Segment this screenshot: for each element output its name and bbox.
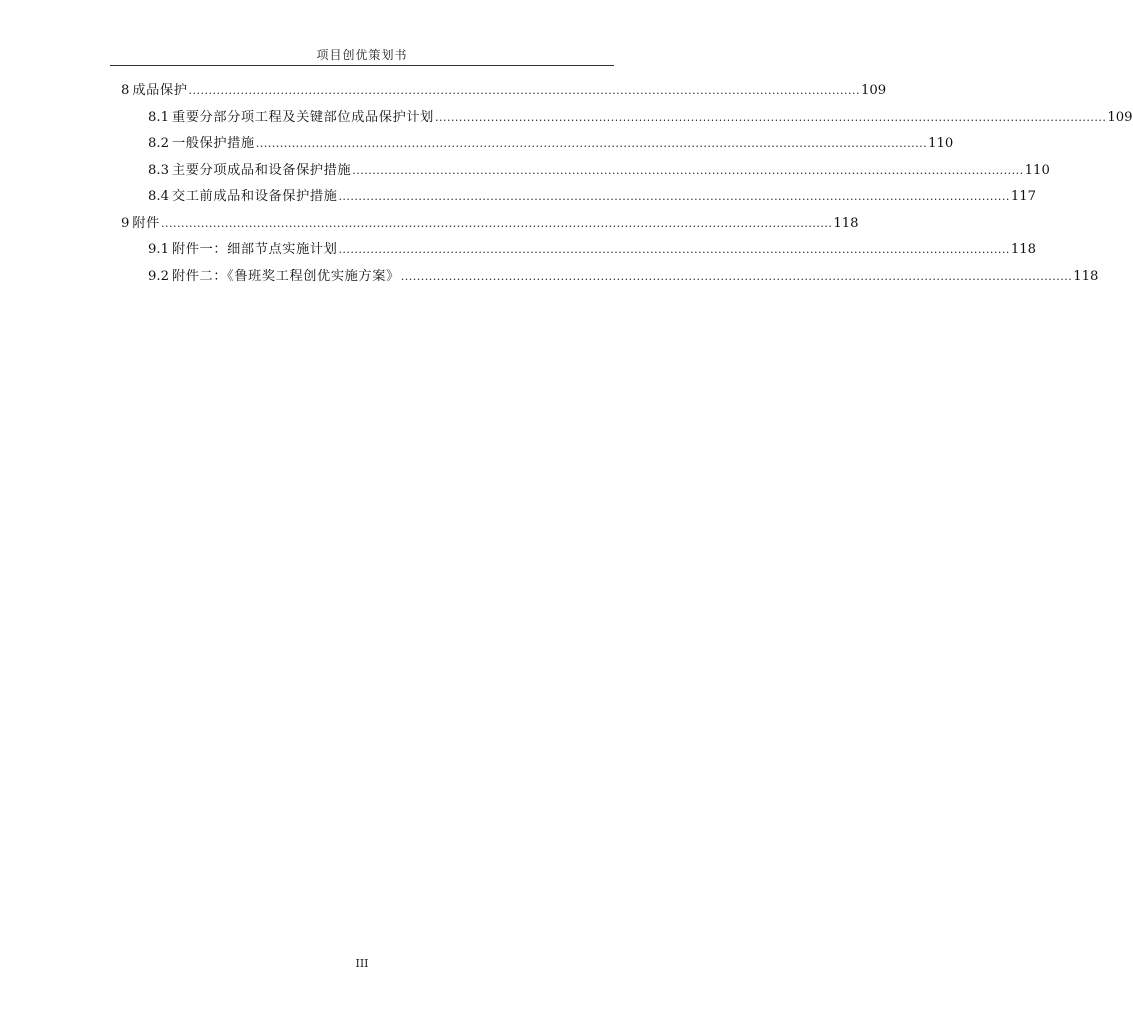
toc-number: 9 xyxy=(121,215,130,231)
dot-leader: ........................................................................................................................................................................ xyxy=(338,243,1010,256)
toc-entry[interactable] xyxy=(121,82,887,100)
dot-leader: ........................................................................................................................................................................ xyxy=(188,84,860,97)
toc-page-number: 117 xyxy=(1010,189,1037,204)
document-title: 项目创优策划书 xyxy=(316,48,408,62)
toc-entry[interactable] xyxy=(148,135,954,153)
toc-entry[interactable] xyxy=(121,215,859,233)
toc-entry[interactable] xyxy=(148,162,1050,180)
dot-leader: ........................................................................................................................................................................ xyxy=(434,110,1107,124)
toc-title: 成品保护 xyxy=(132,83,188,98)
toc-title: 交工前成品和设备保护措施 xyxy=(171,189,338,204)
dot-leader: ........................................................................................................................................................................ xyxy=(338,190,1010,203)
toc-title: 附件 xyxy=(132,215,160,231)
toc-page-number: 118 xyxy=(1010,242,1037,257)
toc-number: 8.2 xyxy=(148,136,169,151)
toc-title: 主要分项成品和设备保护措施 xyxy=(171,162,352,178)
toc-title: 附件一：细部节点实施计划 xyxy=(171,242,338,257)
toc-entry[interactable] xyxy=(148,268,1099,286)
toc-page-number: 110 xyxy=(928,136,954,151)
toc-title: 附件二：《鲁班奖工程创优实施方案》 xyxy=(171,268,400,284)
toc-page-number: 118 xyxy=(1073,268,1099,284)
toc-entry[interactable] xyxy=(148,188,1037,206)
dot-leader: ........................................................................................................................................................................ xyxy=(160,216,833,230)
toc-number: 8.1 xyxy=(148,109,169,125)
toc-number: 8 xyxy=(121,83,130,98)
toc-title: 重要分部分项工程及关键部位成品保护计划 xyxy=(171,109,434,125)
toc-number: 8.4 xyxy=(148,189,169,204)
toc-number: 8.3 xyxy=(148,162,169,178)
toc-page-number: 110 xyxy=(1024,162,1050,178)
page-number: III xyxy=(355,957,369,970)
dot-leader: ........................................................................................................................................................................ xyxy=(400,269,1073,283)
toc-entry[interactable] xyxy=(148,109,1133,127)
header-divider xyxy=(110,65,614,66)
toc-title: 一般保护措施 xyxy=(171,136,255,151)
toc-page-number: 109 xyxy=(860,83,887,98)
dot-leader: ........................................................................................................................................................................ xyxy=(255,137,928,150)
toc-entry[interactable] xyxy=(148,241,1037,259)
toc-number: 9.1 xyxy=(148,242,169,257)
dot-leader: ........................................................................................................................................................................ xyxy=(352,163,1024,177)
toc-page-number: 109 xyxy=(1107,109,1133,125)
toc-number: 9.2 xyxy=(148,268,169,284)
toc-page-number: 118 xyxy=(833,215,859,231)
